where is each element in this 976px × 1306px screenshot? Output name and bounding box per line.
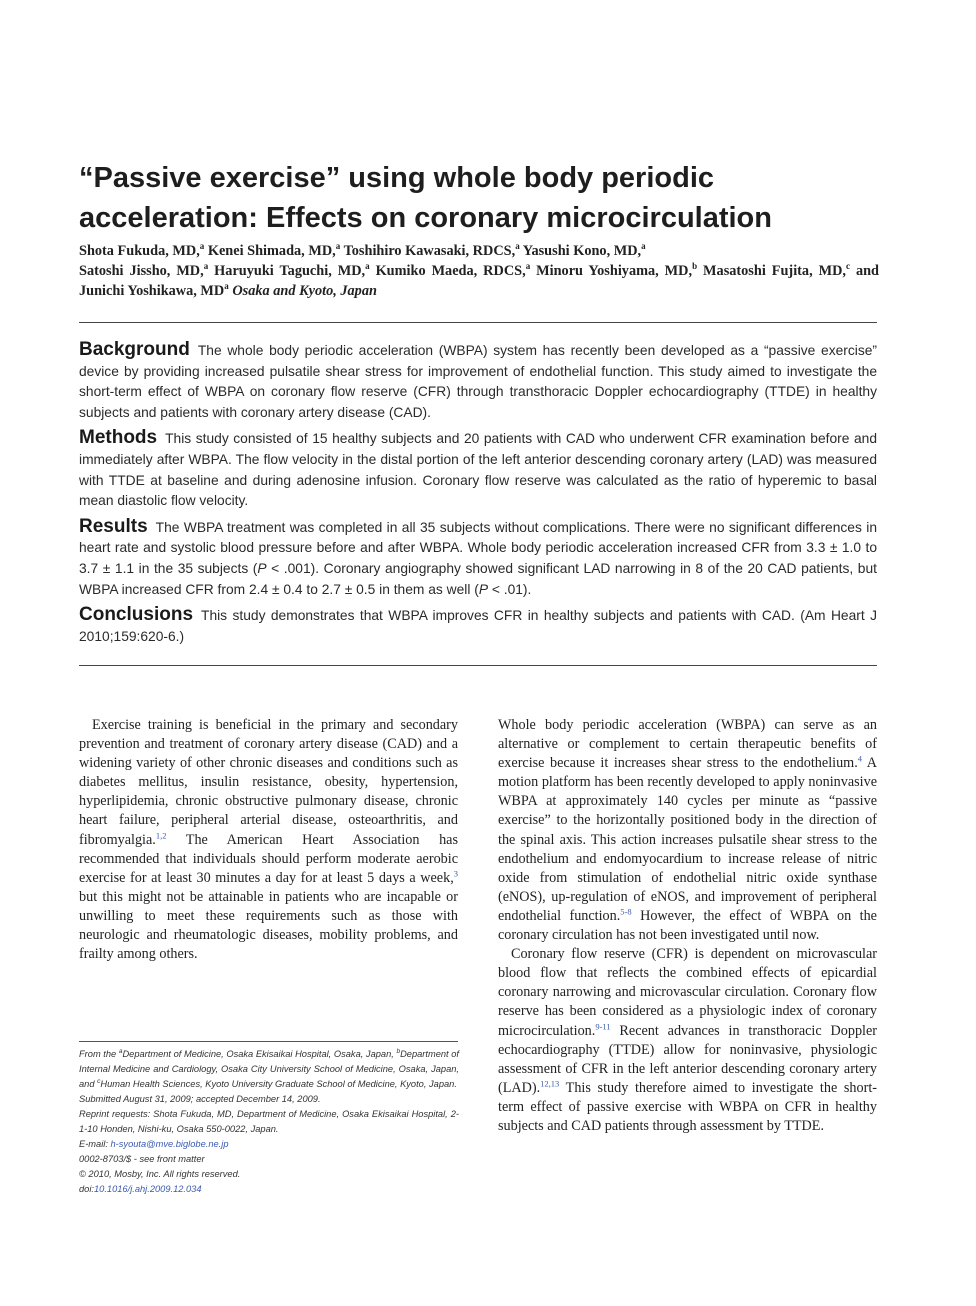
abstract-top-rule (79, 322, 877, 323)
abstract-methods (79, 428, 877, 511)
doi-link[interactable]: 10.1016/j.ahj.2009.12.034 (94, 1184, 202, 1194)
background-heading: Background (79, 339, 190, 360)
citation-link[interactable]: 12,13 (540, 1078, 560, 1089)
body-text: However, the effect of WBPA on the coronary circulation has not been investigated until now. (498, 907, 877, 944)
body-text: Recent advances in transthoracic Doppler echocardiography (TTDE) allow for noninvasive, physiologic assessment of CFR in the left anterior descending coronary artery (LAD). (498, 1022, 877, 1096)
body-column-left (79, 716, 458, 964)
citation-link[interactable]: 9-11 (595, 1020, 611, 1031)
results-heading: Results (79, 515, 148, 537)
email-label: E-mail: (79, 1139, 111, 1149)
background-text: The whole body periodic acceleration (WBPA) system has recently been developed as a “passive exercise” device by providing increased pulsatile shear stress for improvement of endothelial function. This study aimed to investigate the short-term effect of WBPA on coronary flow reserve (CFR) through transthoracic Doppler echocardiography (TTDE) in healthy subjects and patients with coronary artery disease (CAD). (79, 343, 877, 420)
article-title: “Passive exercise” using whole body periodic acceleration: Effects on coronary microcirculation (79, 162, 772, 234)
doi-label: doi: (79, 1184, 94, 1194)
body-text: A motion platform has been recently developed to apply noninvasive WBPA at approximately 140 cycles per minute as “passive exercise” to the horizontally positioned body in the direction of the spinal axis. This action increases pulsatile shear stress to the endothelium and endomyocardium to increase release of nitric oxide from stimulation of endothelial nitric oxide synthase (eNOS), up-regulation of eNOS, and improvement of peripheral endothelial function. (498, 755, 877, 924)
conclusions-text: This study demonstrates that WBPA improves CFR in healthy subjects and patients with CAD. (Am Heart J 2010;159:620-6.) (79, 608, 877, 644)
p-value-symbol: P (257, 560, 267, 576)
abstract-results (79, 517, 877, 600)
affiliation-mark: c (97, 1077, 101, 1085)
affiliation-mark: a (641, 241, 646, 252)
affiliation-mark: a (118, 1047, 123, 1055)
citation-link[interactable]: 3 (453, 868, 458, 879)
submission-dates: Submitted August 31, 2009; accepted December 14, 2009. (79, 1094, 321, 1104)
author-name: Minoru Yoshiyama, MD, (536, 263, 693, 279)
body-text: This study therefore aimed to investigate the short-term effect of passive exercise with WBPA on CFR in healthy subjects and CAD patients through assessment by TTDE. (498, 1079, 877, 1134)
body-paragraph (498, 945, 877, 1136)
body-column-right (498, 716, 877, 1136)
body-text: The American Heart Association has recommended that individuals should perform moderate aerobic exercise for at least 30 minutes a day for at least 5 days a week, (79, 831, 458, 886)
affiliation-mark: c (846, 261, 850, 272)
methods-heading: Methods (79, 427, 158, 449)
affiliation-mark: b (396, 1047, 401, 1055)
body-text: but this might not be attainable in patients who are incapable or unwilling to meet these requirements such as those with neurologic and rheumatologic diseases, mobility problems, and frailty among others. (79, 888, 458, 963)
footnote-rule (79, 1041, 458, 1042)
author-location: Osaka and Kyoto, Japan (232, 283, 377, 299)
abstract-bottom-rule (79, 665, 877, 666)
email-link[interactable]: h-syouta@mve.biglobe.ne.jp (110, 1139, 229, 1149)
author-name: Kenei Shimada, MD, (207, 243, 336, 259)
abstract (79, 340, 877, 652)
copyright-line: © 2010, Mosby, Inc. All rights reserved. (79, 1169, 241, 1179)
affiliation-mark: a (335, 241, 341, 252)
affiliation-mark: a (224, 281, 229, 292)
conclusions-heading: Conclusions (79, 604, 194, 626)
results-text-3: < .01). (488, 581, 532, 597)
email-line (79, 1137, 459, 1152)
results-text-2: < .001). Coronary angiography showed significant LAD narrowing in 8 of the 20 CAD patients, but WBPA increased CFR from 2.4 ± 0.4 to 2.7 ± 0.5 in them as well ( (79, 560, 877, 597)
body-text: Exercise training is beneficial in the primary and secondary prevention and treatment of coronary artery disease (CAD) and a widening variety of other chronic diseases and conditions such as diabetes mellitus, insulin resistance, obesity, hypertension, hyperlipidemia, chronic obstructive pulmonary disease, chronic heart failure, peripheral arterial disease, osteoarthritis, and fibromyalgia. (79, 717, 458, 848)
affiliation-text: Human Health Sciences, Kyoto University Graduate School of Medicine, Kyoto, Japan. (100, 1079, 457, 1089)
methods-text: This study consisted of 15 healthy subjects and 20 patients with CAD who underwent CFR examination before and immediately after WBPA. The flow velocity in the distal portion of the left anterior descending coronary artery (LAD) was measured with TTDE at baseline and during adenosine infusion. Coronary flow reserve was calculated as the ratio of hyperemic to basal mean diastolic flow velocity. (79, 431, 877, 509)
body-text: Coronary flow reserve (CFR) is dependent on microvascular blood flow that reflects the combined effects of epicardial coronary narrowing and microvascular circulation. Coronary flow reserve has been considered as a physiologic index of coronary microcirculation. (498, 946, 877, 1039)
affiliation-text: Department of Internal Medicine and Cardiology, Osaka City University School of Medicine, Osaka, Japan, and (79, 1049, 459, 1089)
citation-link[interactable]: 5-8 (620, 906, 632, 917)
affiliation-note (79, 1047, 459, 1092)
affiliation-mark: a (365, 261, 370, 272)
doi-line (79, 1182, 459, 1197)
affiliation-mark: a (525, 261, 531, 272)
reprint-requests: Reprint requests: Shota Fukuda, MD, Department of Medicine, Osaka Ekisaikai Hospital, 2-1-10 Honden, Nishi-ku, Osaka 550-0022, Japan. (79, 1109, 459, 1134)
affiliation-mark: b (692, 261, 698, 272)
abstract-background (79, 340, 877, 423)
body-text: Whole body periodic acceleration (WBPA) can serve as an alternative or complement to certain therapeutic benefits of exercise because it increases shear stress to the endothelium. (498, 717, 877, 772)
author-name: Toshihiro Kawasaki, RDCS, (343, 243, 516, 259)
author-name: Satoshi Jissho, MD, (79, 263, 204, 279)
issn-line: 0002-8703/$ - see front matter (79, 1154, 205, 1164)
affiliation-mark: a (199, 241, 205, 252)
footnotes (79, 1047, 459, 1197)
author-name: Yasushi Kono, MD, (522, 243, 642, 259)
body-paragraph (79, 716, 458, 964)
affiliation-text: From the (79, 1049, 119, 1059)
author-name: and Junichi Yoshikawa, MD (79, 263, 880, 299)
citation-link[interactable]: 1,2 (155, 829, 167, 840)
results-text-1: The WBPA treatment was completed in all 35 subjects without complications. There were no significant differences in heart rate and systolic blood pressure before and after WBPA. Whole body periodic acceleration increased CFR from 3.3 ± 1.0 to 3.7 ± 1.1 in the 35 subjects ( (79, 519, 877, 576)
author-name: Haruyuki Taguchi, MD, (214, 263, 366, 279)
p-value-symbol: P (478, 581, 489, 597)
author-name: Shota Fukuda, MD, (79, 243, 200, 259)
abstract-conclusions (79, 605, 877, 647)
affiliation-mark: a (515, 241, 520, 252)
author-name: Masatoshi Fujita, MD, (703, 263, 846, 279)
affiliation-mark: a (203, 261, 209, 272)
author-list (79, 241, 879, 301)
citation-link[interactable]: 4 (857, 753, 862, 764)
author-name: Kumiko Maeda, RDCS, (375, 263, 526, 279)
affiliation-text: Department of Medicine, Osaka Ekisaikai Hospital, Osaka, Japan, (122, 1049, 397, 1059)
body-paragraph (498, 716, 877, 945)
